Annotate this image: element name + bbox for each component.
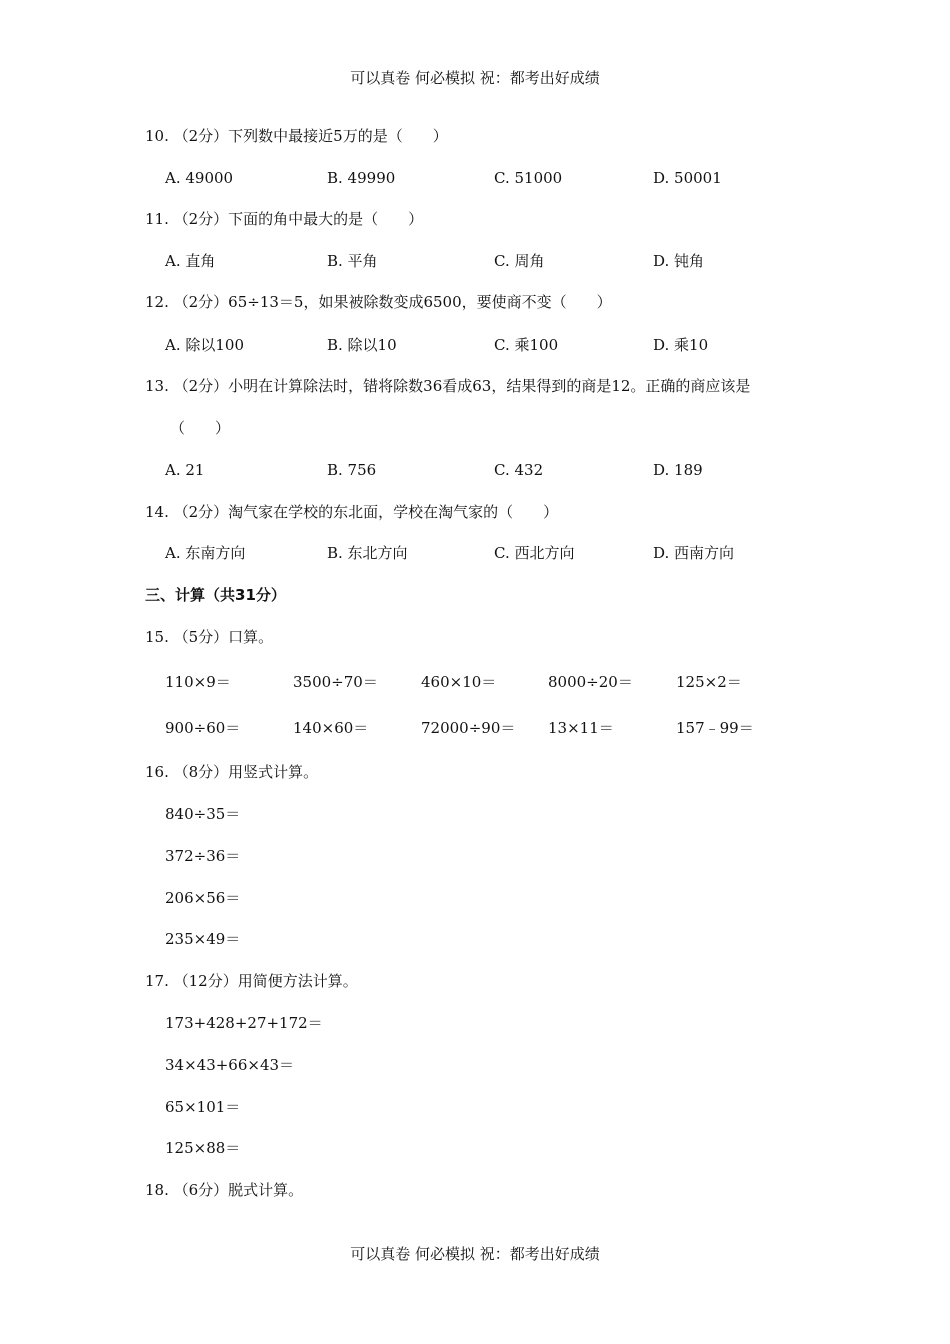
question-13-blank: （ ） xyxy=(170,419,231,437)
calc-item: 460×10＝ xyxy=(421,673,497,691)
mental-calc-row-2 xyxy=(165,718,865,738)
mental-calc-row-1 xyxy=(165,672,865,692)
question-17: 17. （12分）用简便方法计算。 xyxy=(145,972,358,990)
option-d: D. 西南方向 xyxy=(653,544,735,562)
question-14-options xyxy=(165,543,865,563)
calc-item: 840÷35＝ xyxy=(165,805,241,823)
option-d: D. 50001 xyxy=(653,169,722,187)
option-c: C. 432 xyxy=(494,461,544,479)
option-b: B. 东北方向 xyxy=(327,544,408,562)
option-b: B. 除以10 xyxy=(327,336,397,354)
page-footer: 可以真卷 何必模拟 祝：都考出好成绩 xyxy=(350,1245,600,1263)
option-a: A. 东南方向 xyxy=(165,544,246,562)
option-c: C. 周角 xyxy=(494,252,545,270)
calc-item: 900÷60＝ xyxy=(165,719,241,737)
calc-item: 34×43+66×43＝ xyxy=(165,1056,295,1074)
option-a: A. 49000 xyxy=(165,169,234,187)
question-11-options xyxy=(165,251,865,271)
section-title: 三、计算（共31分） xyxy=(145,586,286,604)
question-12-options xyxy=(165,335,865,355)
question-10: 10. （2分）下列数中最接近5万的是（ ） xyxy=(145,127,448,145)
calc-item: 3500÷70＝ xyxy=(293,673,378,691)
option-d: D. 189 xyxy=(653,461,703,479)
question-10-options xyxy=(165,168,865,188)
page-header: 可以真卷 何必模拟 祝：都考出好成绩 xyxy=(350,69,600,87)
option-a: A. 直角 xyxy=(165,252,216,270)
calc-item: 372÷36＝ xyxy=(165,847,241,865)
question-13: 13. （2分）小明在计算除法时，错将除数36看成63，结果得到的商是12。正确的商应该是 xyxy=(145,377,751,395)
question-14: 14. （2分）淘气家在学校的东北面，学校在淘气家的（ ） xyxy=(145,503,559,521)
calc-item: 140×60＝ xyxy=(293,719,369,737)
calc-item: 235×49＝ xyxy=(165,930,241,948)
question-13-options xyxy=(165,460,865,480)
calc-item: 173+428+27+172＝ xyxy=(165,1014,323,1032)
option-b: B. 756 xyxy=(327,461,377,479)
option-d: D. 乘10 xyxy=(653,336,709,354)
calc-item: 8000÷20＝ xyxy=(548,673,633,691)
option-c: C. 51000 xyxy=(494,169,563,187)
calc-item: 13×11＝ xyxy=(548,719,614,737)
question-15: 15. （5分）口算。 xyxy=(145,628,274,646)
option-c: C. 乘100 xyxy=(494,336,559,354)
question-18: 18. （6分）脱式计算。 xyxy=(145,1181,304,1199)
option-c: C. 西北方向 xyxy=(494,544,575,562)
option-a: A. 除以100 xyxy=(165,336,244,354)
question-12: 12. （2分）65÷13＝5，如果被除数变成6500，要使商不变（ ） xyxy=(145,293,612,311)
option-b: B. 49990 xyxy=(327,169,396,187)
question-11: 11. （2分）下面的角中最大的是（ ） xyxy=(145,210,424,228)
option-a: A. 21 xyxy=(165,461,205,479)
calc-item: 125×88＝ xyxy=(165,1139,241,1157)
option-b: B. 平角 xyxy=(327,252,378,270)
calc-item: 65×101＝ xyxy=(165,1098,241,1116)
option-d: D. 钝角 xyxy=(653,252,705,270)
calc-item: 206×56＝ xyxy=(165,889,241,907)
calc-item: 125×2＝ xyxy=(676,673,742,691)
calc-item: 157﹣99＝ xyxy=(676,719,754,737)
calc-item: 72000÷90＝ xyxy=(421,719,516,737)
question-16: 16. （8分）用竖式计算。 xyxy=(145,763,319,781)
calc-item: 110×9＝ xyxy=(165,673,231,691)
